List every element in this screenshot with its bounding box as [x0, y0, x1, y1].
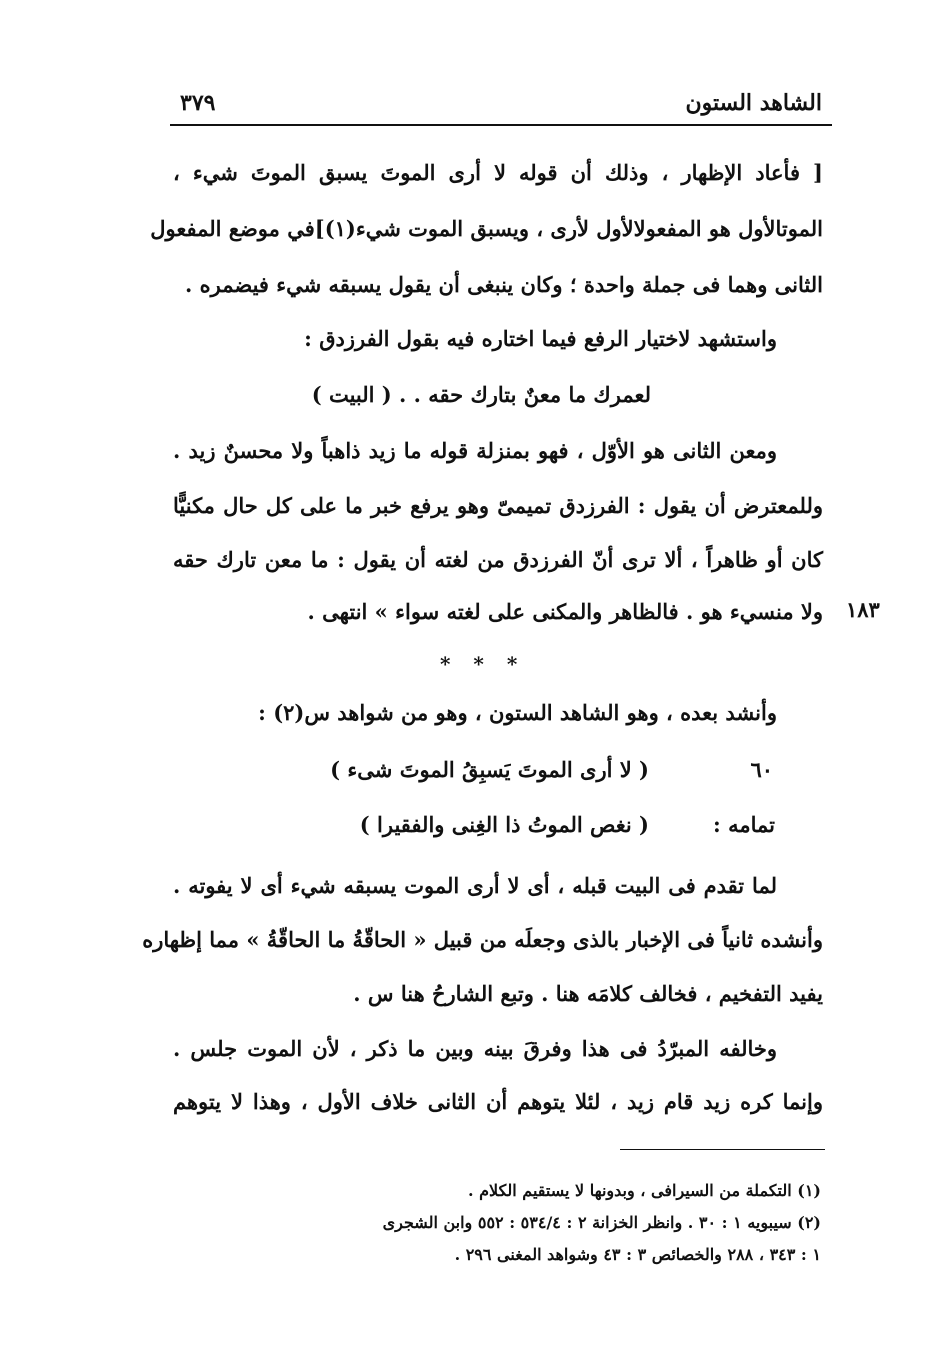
- body-line: كان أو ظاهراً ، ألا ترى أنّ الفرزدق من لغته أن يقول : ما معن تارك حقه: [173, 547, 823, 572]
- quoted-verse: لعمرك ما معنٌ بتارك حقه . . ( البيت ): [311, 382, 651, 407]
- body-line: يفيد التفخيم ، فخالف كلامَه هنا . وتبع الشارحُ هنا س .: [353, 981, 823, 1006]
- body-line: وأنشده ثانياً فى الإخبار بالذى وجعلَه من قبيل « الحاقّةُ ما الحاقّةُ » مما إظهاره: [142, 927, 823, 952]
- verse-second-hemistich: ( نغص الموتُ ذا الغِنى والفقيرا ): [359, 812, 649, 837]
- body-line: وأنشد بعده ، وهو الشاهد الستون ، وهو من شواهد س(٢) :: [258, 700, 777, 725]
- body-line: الموتالأول هو المفعولالأول لأرى ، ويسبق الموت شيء(١)]في موضع المفعول: [150, 216, 823, 241]
- verse-number: ٦٠: [750, 757, 773, 782]
- page-header: [170, 86, 830, 120]
- body-line: [ فأعاد الإظهار ، وذلك أن قوله لا أرى الموتَ يسبق الموتَ شيء ،: [173, 160, 823, 185]
- footnote: (١) التكملة من السيرافى ، وبدونها لا يستقيم الكلام .: [467, 1181, 821, 1200]
- header-rule: [170, 124, 832, 126]
- body-line: ومعن الثانى هو الأوّل ، فهو بمنزلة قوله ما زيد ذاهباً ولا محسنٌ زيد .: [173, 438, 777, 463]
- footnote-rule: [620, 1149, 825, 1150]
- footnote: (٢) سيبويه ١ : ٣٠ . وانظر الخزانة ٢ : ٥٣٤/٤ : ٥٥٢ وابن الشجرى: [382, 1213, 821, 1232]
- verse-completion-label: تمامه :: [713, 812, 775, 837]
- body-line: وإنما كره زيد قام زيد ، لئلا يتوهم أن الثانى خلاف الأول ، وهذا لا يتوهم: [173, 1089, 823, 1114]
- running-title: الشاهد الستون: [685, 90, 822, 116]
- body-line: الثانى وهما فى جملة واحدة ؛ وكان ينبغى أن يقول يسبقه شيء فيضمره .: [185, 272, 823, 297]
- margin-number: ١٨٣: [846, 597, 880, 622]
- page-number: ٣٧٩: [180, 90, 216, 116]
- body-line: لما تقدم فى البيت قبله ، أى لا أرى الموت يسبقه شيء أى لا يفوته .: [173, 873, 777, 898]
- body-line: وخالفه المبرّدُ فى هذا وفرقَ بينه وبين ما ذكر ، لأن الموت جلس .: [173, 1036, 777, 1061]
- body-line: واستشهد لاختيار الرفع فيما اختاره فيه بقول الفرزدق :: [304, 326, 777, 351]
- footnote: ١ : ٣٤٣ ، ٢٨٨ والخصائص ٣ : ٤٣ وشواهد المغنى ٢٩٦ .: [454, 1245, 821, 1264]
- verse-first-hemistich: ( لا أرى الموتَ يَسبِقُ الموتَ شىء ): [330, 757, 649, 782]
- section-separator: * * *: [440, 652, 526, 676]
- body-line: ولا منسيء هو . فالظاهر والمكنى على لغته سواء » انتهى .: [307, 599, 823, 624]
- body-line: وللمعترض أن يقول : الفرزدق تميمىّ وهو يرفع خبر ما على كل حال مكنيًّا: [173, 493, 823, 518]
